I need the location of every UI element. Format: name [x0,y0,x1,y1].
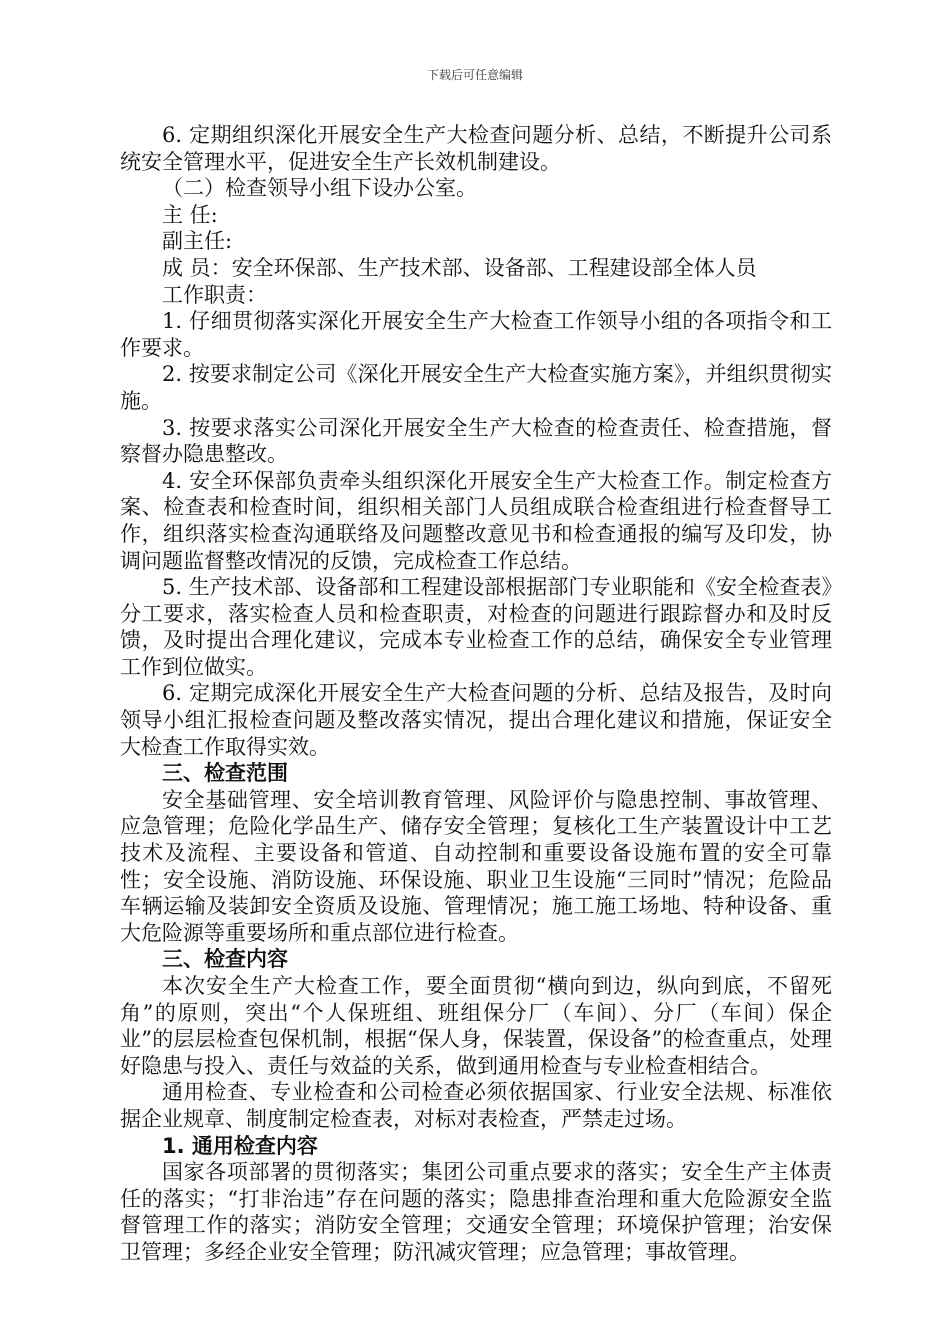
document-body [120,122,832,1266]
header-note: 下载后可任意编辑 [426,68,523,82]
text-line: 副主任: [162,229,233,254]
text-line: 主 任: [162,202,218,227]
text-line: 工作职责： [162,282,267,307]
section-heading: 三、检查内容 [162,947,288,972]
paragraph: 本次安全生产大检查工作，要全面贯彻“横向到边，纵向到底，不留死角”的原则，突出“个人保班组、班组保分厂（车间）、分厂（车间）保企业”的层层检查包保机制，根据“保人身，保装置，保设备”的检查重点，处理好隐患与投入、责任与效益的关系，做到通用检查与专业检查相结合。 [120,974,832,1078]
paragraph: 国家各项部署的贯彻落实；集团公司重点要求的落实；安全生产主体责任的落实；“打非治违”存在问题的落实；隐患排查治理和重大危险源安全监督管理工作的落实；消防安全管理；交通安全管理；环境保护管理；治安保卫管理；多经企业安全管理；防汛减灾管理；应急管理；事故管理。 [120,1160,832,1264]
paragraph: 通用检查、专业检查和公司检查必须依据国家、行业安全法规、标准依据企业规章、制度制定检查表，对标对表检查，严禁走过场。 [120,1080,832,1131]
paragraph: 5. 生产技术部、设备部和工程建设部根据部门专业职能和《安全检查表》分工要求，落实检查人员和检查职责，对检查的问题进行跟踪督办和及时反馈，及时提出合理化建议，完成本专业检查工作的总结，确保安全专业管理工作到位做实。 [120,575,832,679]
paragraph: 6. 定期完成深化开展安全生产大检查问题的分析、总结及报告，及时向领导小组汇报检查问题及整改落实情况，提出合理化建议和措施，保证安全大检查工作取得实效。 [120,681,832,759]
paragraph: 6. 定期组织深化开展安全生产大检查问题分析、总结，不断提升公司系统安全管理水平，促进安全生产长效机制建设。 [120,123,832,174]
text-line: 成 员：安全环保部、生产技术部、设备部、工程建设部全体人员 [162,255,757,280]
paragraph: 1. 仔细贯彻落实深化开展安全生产大检查工作领导小组的各项指令和工作要求。 [120,309,832,360]
paragraph: 2. 按要求制定公司《深化开展安全生产大检查实施方案》，并组织贯彻实施。 [120,362,832,413]
paragraph: 4. 安全环保部负责牵头组织深化开展安全生产大检查工作。制定检查方案、检查表和检查时间，组织相关部门人员组成联合检查组进行检查督导工作，组织落实检查沟通联络及问题整改意见书和检查通报的编写及印发，协调问题监督整改情况的反馈，完成检查工作总结。 [120,468,832,573]
paragraph: 安全基础管理、安全培训教育管理、风险评价与隐患控制、事故管理、应急管理；危险化学品生产、储存安全管理；复核化工生产装置设计中工艺技术及流程、主要设备和管道、自动控制和重要设备设施布置的安全可靠性；安全设施、消防设施、环保设施、职业卫生设施“三同时”情况；危险品车辆运输及装卸安全资质及设施、管理情况；施工施工场地、特种设备、重大危险源等重要场所和重点部位进行检查。 [120,787,832,945]
section-heading: 三、检查范围 [162,761,288,786]
section-heading: 1. 通用检查内容 [162,1133,318,1158]
paragraph: 3. 按要求落实公司深化开展安全生产大检查的检查责任、检查措施，督察督办隐患整改。 [120,415,832,467]
paragraph: （二）检查领导小组下设办公室。 [162,176,477,201]
